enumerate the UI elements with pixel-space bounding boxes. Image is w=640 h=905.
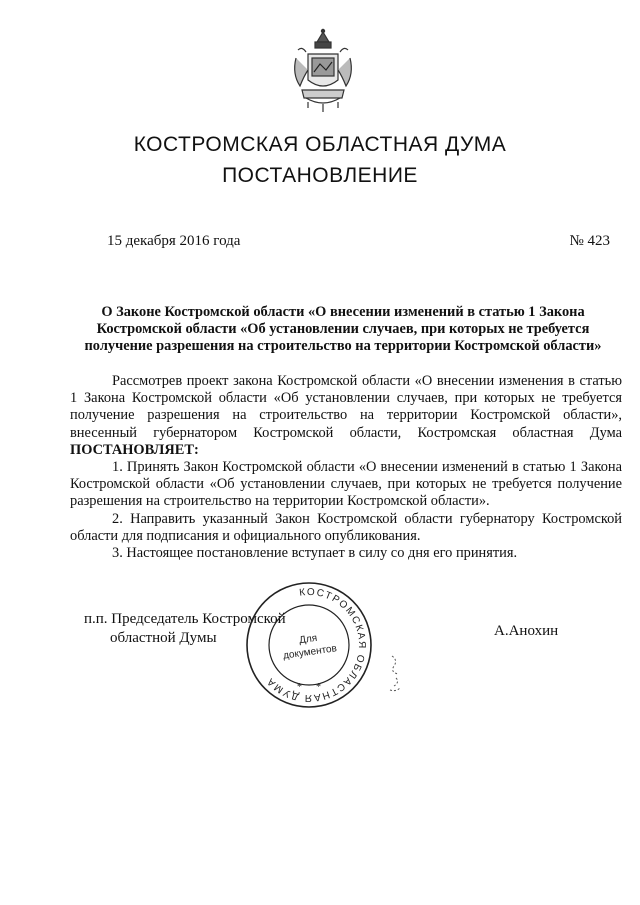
signatory-name: А.Анохин [494,623,559,639]
title-line: О Законе Костромской области «О внесении изменений в статью 1 Закона [101,304,585,320]
item-2: 2. Направить указанный Закон Костромской области губернатору Костромской области для подписания и официального опубликования. [70,510,622,544]
title-line: получение разрешения на строительство на территории Костромской области» [84,338,602,354]
stamp-ring-text: КОСТРОМСКАЯ ОБЛАСТНАЯ ДУМА [264,586,368,704]
document-title [60,304,626,355]
document-date: 15 декабря 2016 года [107,233,241,249]
document-number: № 423 [569,233,610,249]
stamp-center-line-2: документов [282,643,338,662]
stamp-center-line-1: Для [298,632,318,647]
stamp-star: * [316,682,321,693]
title-line: Костромской области «Об установлении случаев, при которых не требуется [96,321,590,337]
item-3: 3. Настоящее постановление вступает в силу со дня его принятия. [112,545,518,562]
official-stamp [244,580,374,710]
preamble-paragraph [70,373,622,459]
preamble-text: Рассмотрев проект закона Костромской области «О внесении изменения в статью 1 Закона Костромской области «Об установлении случаев, при которых не требуется получение разрешения на строительство на территории Костромской области», внесенный губернатором Костромской области, Костромская областная Дума [70,373,622,441]
signatory-line-1: п.п. Председатель Костромской [84,611,286,627]
coat-of-arms-icon [288,28,358,114]
item-1: 1. Принять Закон Костромской области «О внесении изменений в статью 1 Закона Костромской области «Об установлении случаев, при которых не требуется получение разрешения на строительство на территории Костромской области». [70,459,622,510]
organization-name: КОСТРОМСКАЯ ОБЛАСТНАЯ ДУМА [133,133,507,156]
document-body [70,373,622,562]
document-type: ПОСТАНОВЛЕНИЕ [222,164,418,187]
signatory-line-2: областной Думы [110,630,217,646]
decree-word: ПОСТАНОВЛЯЕТ: [70,441,199,458]
stamp-star: * [297,682,302,693]
pen-mark-icon [384,652,410,694]
